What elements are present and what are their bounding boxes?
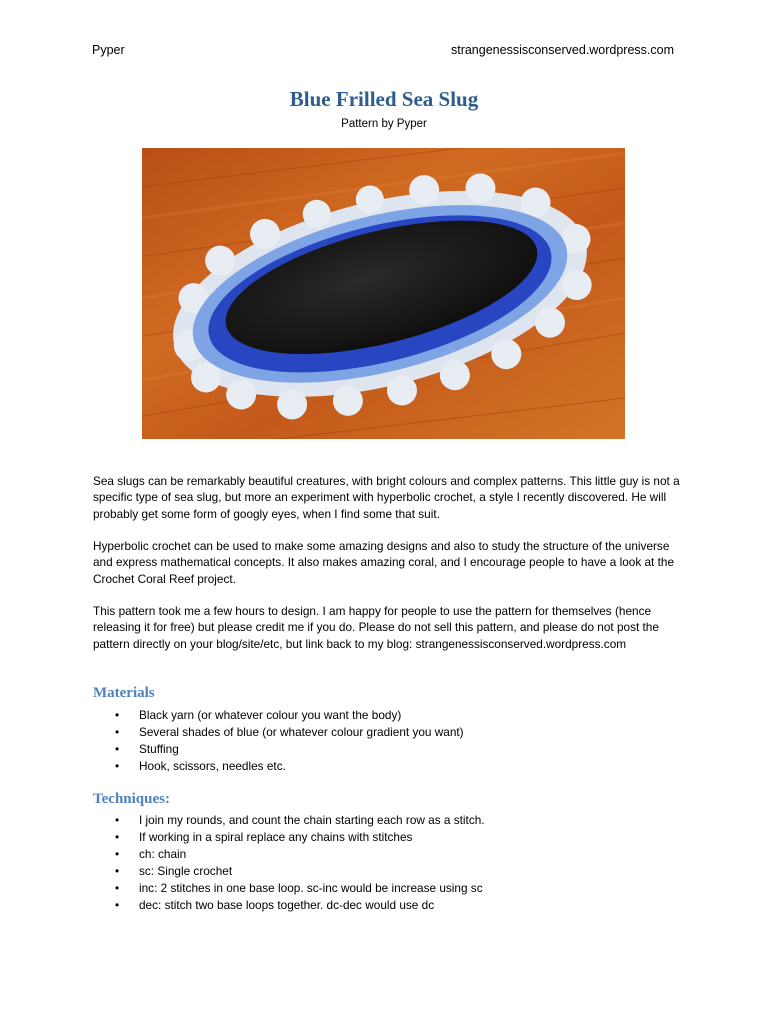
list-item [93, 829, 485, 846]
list-item [93, 707, 464, 724]
list-item [93, 741, 464, 758]
header-author: Pyper [92, 43, 125, 57]
techniques-item-text: dec: stitch two base loops together. dc-dec would use dc [139, 898, 435, 913]
techniques-heading: Techniques: [93, 791, 170, 807]
list-item [93, 724, 464, 741]
usage-paragraph: This pattern took me a few hours to design. I am happy for people to use the pattern for themselves (hence releasing it for free) but please credit me if you do. Please do not sell this pattern, and please do not post the pattern directly on your blog/site/etc, but link back to my blog: strangenessisconserved.wordpress.com [93, 604, 659, 651]
list-item [93, 880, 485, 897]
materials-item-text: Stuffing [139, 742, 179, 757]
techniques-item-text: I join my rounds, and count the chain starting each row as a stitch. [139, 813, 485, 827]
list-item [93, 863, 485, 880]
list-item [93, 846, 485, 863]
bullet-icon: • [115, 847, 120, 862]
hyperbolic-paragraph: Hyperbolic crochet can be used to make some amazing designs and also to study the structure of the universe and express mathematical concepts. It also makes amazing coral, and I encourage people to have a look at the Crochet Coral Reef project. [93, 539, 675, 586]
bullet-icon: • [115, 759, 120, 774]
document-title: Blue Frilled Sea Slug [289, 87, 479, 111]
header-site-url: strangenessisconserved.wordpress.com [450, 43, 674, 57]
intro-paragraph: Sea slugs can be remarkably beautiful creatures, with bright colours and complex patterns. This little guy is not a specific type of sea slug, but more an experiment with hyperbolic crochet, a style I recently discovered. He will probably get some form of googly eyes, when I find some that suit. [93, 474, 680, 521]
bullet-icon: • [115, 898, 120, 913]
techniques-item-text: If working in a spiral replace any chains with stitches [139, 830, 413, 845]
materials-item-text: Several shades of blue (or whatever colour gradient you want) [139, 725, 464, 740]
techniques-item-text: ch: chain [139, 847, 187, 862]
list-item [93, 758, 464, 775]
materials-item-text: Black yarn (or whatever colour you want the body) [139, 708, 402, 722]
materials-item-text: Hook, scissors, needles etc. [139, 759, 286, 774]
bullet-icon: • [115, 881, 120, 896]
materials-list [93, 707, 464, 775]
bullet-icon: • [115, 742, 120, 757]
bullet-icon: • [115, 864, 120, 879]
document-subtitle: Pattern by Pyper [341, 118, 427, 130]
bullet-icon: • [115, 813, 120, 827]
list-item [93, 812, 485, 829]
bullet-icon: • [115, 708, 120, 722]
materials-heading: Materials [93, 685, 155, 701]
bullet-icon: • [115, 830, 120, 845]
techniques-list [93, 812, 485, 915]
techniques-item-text: inc: 2 stitches in one base loop. sc-inc would be increase using sc [139, 881, 483, 896]
techniques-item-text: sc: Single crochet [139, 864, 233, 879]
bullet-icon: • [115, 725, 120, 740]
list-item [93, 897, 485, 914]
sea-slug-photo [142, 148, 625, 439]
